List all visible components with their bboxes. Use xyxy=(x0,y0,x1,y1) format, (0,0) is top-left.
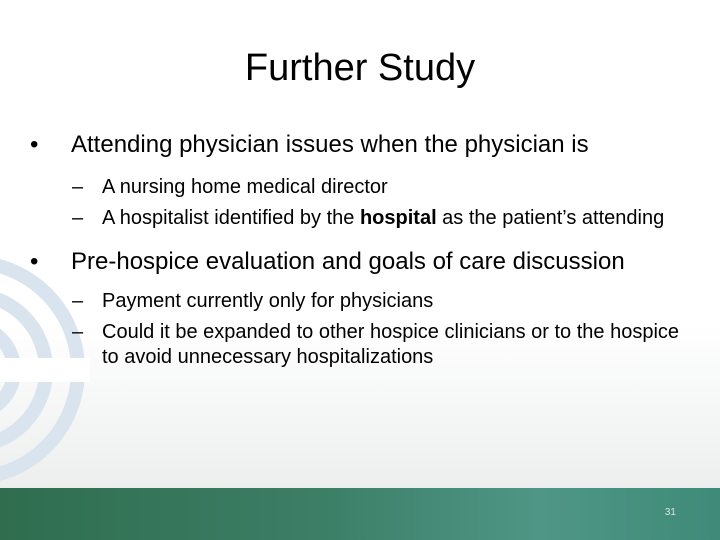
footer-bar xyxy=(0,488,720,540)
subbullet-marker: – xyxy=(72,207,84,229)
bullet-marker: • xyxy=(30,131,39,158)
subbullet-text: Could it be expanded to other hospice clinicians or to the hospice to avoid unnecessary hospitalizations xyxy=(102,321,680,368)
slide-content xyxy=(30,130,700,376)
subbullet-text-post: as the patient’s attending xyxy=(436,207,665,229)
bullet-attending-physician xyxy=(30,130,700,160)
subbullet-text: A nursing home medical director xyxy=(102,176,388,198)
subbullet-marker: – xyxy=(72,176,84,198)
bullet-marker: • xyxy=(30,248,39,275)
subbullet-expand xyxy=(30,320,700,370)
subbullet-marker: – xyxy=(72,290,84,312)
subbullet-text-pre: A hospitalist identified by the xyxy=(102,207,360,229)
subbullet-text-bold: hospital xyxy=(359,207,437,229)
subbullet-text: Payment currently only for physicians xyxy=(102,290,434,312)
page-number: 31 xyxy=(664,507,676,518)
bullet-text: Attending physician issues when the physician is xyxy=(71,131,589,158)
subbullet-hospitalist xyxy=(30,206,700,231)
slide-title: Further Study xyxy=(244,47,476,89)
bullet-text: Pre-hospice evaluation and goals of care discussion xyxy=(71,248,625,275)
subbullet-nursing-home xyxy=(30,175,700,200)
bullet-pre-hospice xyxy=(30,247,700,277)
subbullet-payment xyxy=(30,289,700,314)
subbullet-marker: – xyxy=(72,321,84,343)
